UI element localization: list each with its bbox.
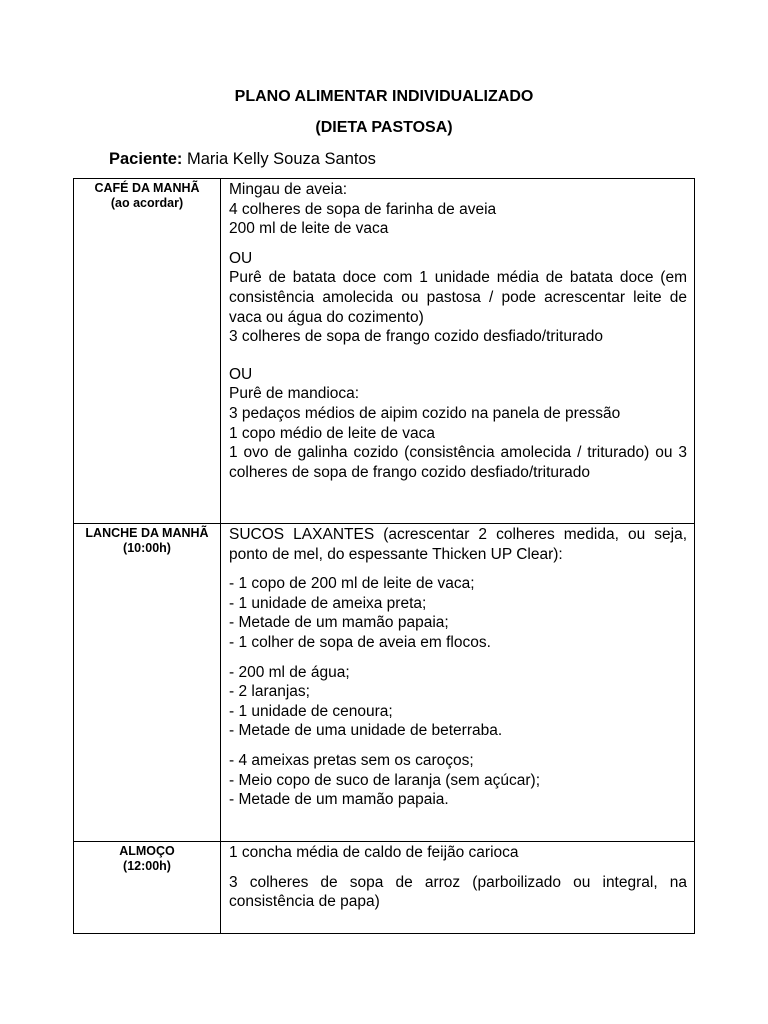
document-title: PLANO ALIMENTAR INDIVIDUALIZADO (234, 88, 534, 105)
meal-name-cell (74, 842, 221, 934)
spacer (229, 741, 687, 751)
meal-content-cell (221, 524, 695, 842)
meal-line: OU (229, 249, 253, 267)
patient-label: Paciente: (109, 150, 183, 168)
meal-option (229, 249, 687, 347)
meal-line: 200 ml de leite de vaca (229, 220, 389, 238)
meal-line: 3 colheres de sopa de frango cozido desfiado/triturado (229, 328, 603, 346)
meal-content-cell (221, 842, 695, 934)
meal-line: - 1 copo de 200 ml de leite de vaca; (229, 575, 475, 593)
meal-line: - 4 ameixas pretas sem os caroços; (229, 751, 474, 769)
meal-line: 4 colheres de sopa de farinha de aveia (229, 200, 497, 218)
meal-name: LANCHE DA MANHÃ (85, 526, 209, 540)
meal-line: - 1 unidade de cenoura; (229, 702, 393, 720)
meal-line: - 1 colher de sopa de aveia em flocos. (229, 633, 491, 651)
meal-name-cell (74, 179, 221, 524)
meal-line: - Metade de um mamão papaia; (229, 614, 449, 632)
meal-time: (10:00h) (123, 541, 171, 555)
meal-content-cell (221, 179, 695, 524)
patient-line (109, 149, 376, 169)
meal-option (229, 574, 687, 652)
meal-option (229, 663, 687, 741)
meal-line: - 2 laranjas; (229, 683, 310, 701)
meal-line: OU (229, 365, 253, 383)
meal-name-cell (74, 524, 221, 842)
meal-line: - Meio copo de suco de laranja (sem açúcar); (229, 771, 541, 789)
meal-line: - Metade de uma unidade de beterraba. (229, 722, 503, 740)
meal-option (229, 365, 687, 483)
meal-line: 1 ovo de galinha cozido (consistência amolecida / triturado) ou 3 colheres de sopa de frango cozido desfiado/triturado (229, 444, 687, 481)
meal-name: ALMOÇO (119, 844, 175, 858)
spacer (229, 653, 687, 663)
meal-option (229, 843, 687, 863)
meal-time: (ao acordar) (110, 196, 184, 210)
meal-time: (12:00h) (123, 859, 171, 873)
patient-name: Maria Kelly Souza Santos (182, 150, 376, 168)
meal-name: CAFÉ DA MANHÃ (94, 181, 200, 195)
meal-option (229, 873, 687, 912)
meal-line: 1 concha média de caldo de feijão carioca (229, 844, 519, 861)
meal-row (74, 179, 695, 524)
meal-line: 1 copo médio de leite de vaca (229, 424, 435, 442)
meal-line: 3 pedaços médios de aipim cozido na panela de pressão (229, 404, 621, 422)
meal-row (74, 842, 695, 934)
meal-line: SUCOS LAXANTES (acrescentar 2 colheres medida, ou seja, ponto de mel, do espessante Thicken UP Clear): (229, 526, 687, 563)
spacer (229, 863, 687, 873)
meal-line: 3 colheres de sopa de arroz (parboilizado ou integral, na consistência de papa) (229, 873, 687, 911)
meal-option (229, 180, 687, 239)
document-subtitle: (DIETA PASTOSA) (315, 119, 453, 136)
meal-line: - 1 unidade de ameixa preta; (229, 594, 427, 612)
spacer (229, 564, 687, 574)
meal-line: - 200 ml de água; (229, 663, 350, 681)
meal-option (229, 525, 687, 564)
meal-line: Mingau de aveia: (229, 181, 348, 198)
meal-option (229, 751, 687, 810)
meal-line: Purê de batata doce com 1 unidade média de batata doce (em consistência amolecida ou pastosa / pode acrescentar leite de vaca ou água do cozimento) (229, 269, 687, 326)
meal-plan-table (73, 178, 695, 934)
meal-row (74, 524, 695, 842)
meal-line: - Metade de um mamão papaia. (229, 791, 449, 809)
spacer (229, 347, 687, 365)
meal-line: Purê de mandioca: (229, 385, 360, 403)
spacer (229, 239, 687, 249)
